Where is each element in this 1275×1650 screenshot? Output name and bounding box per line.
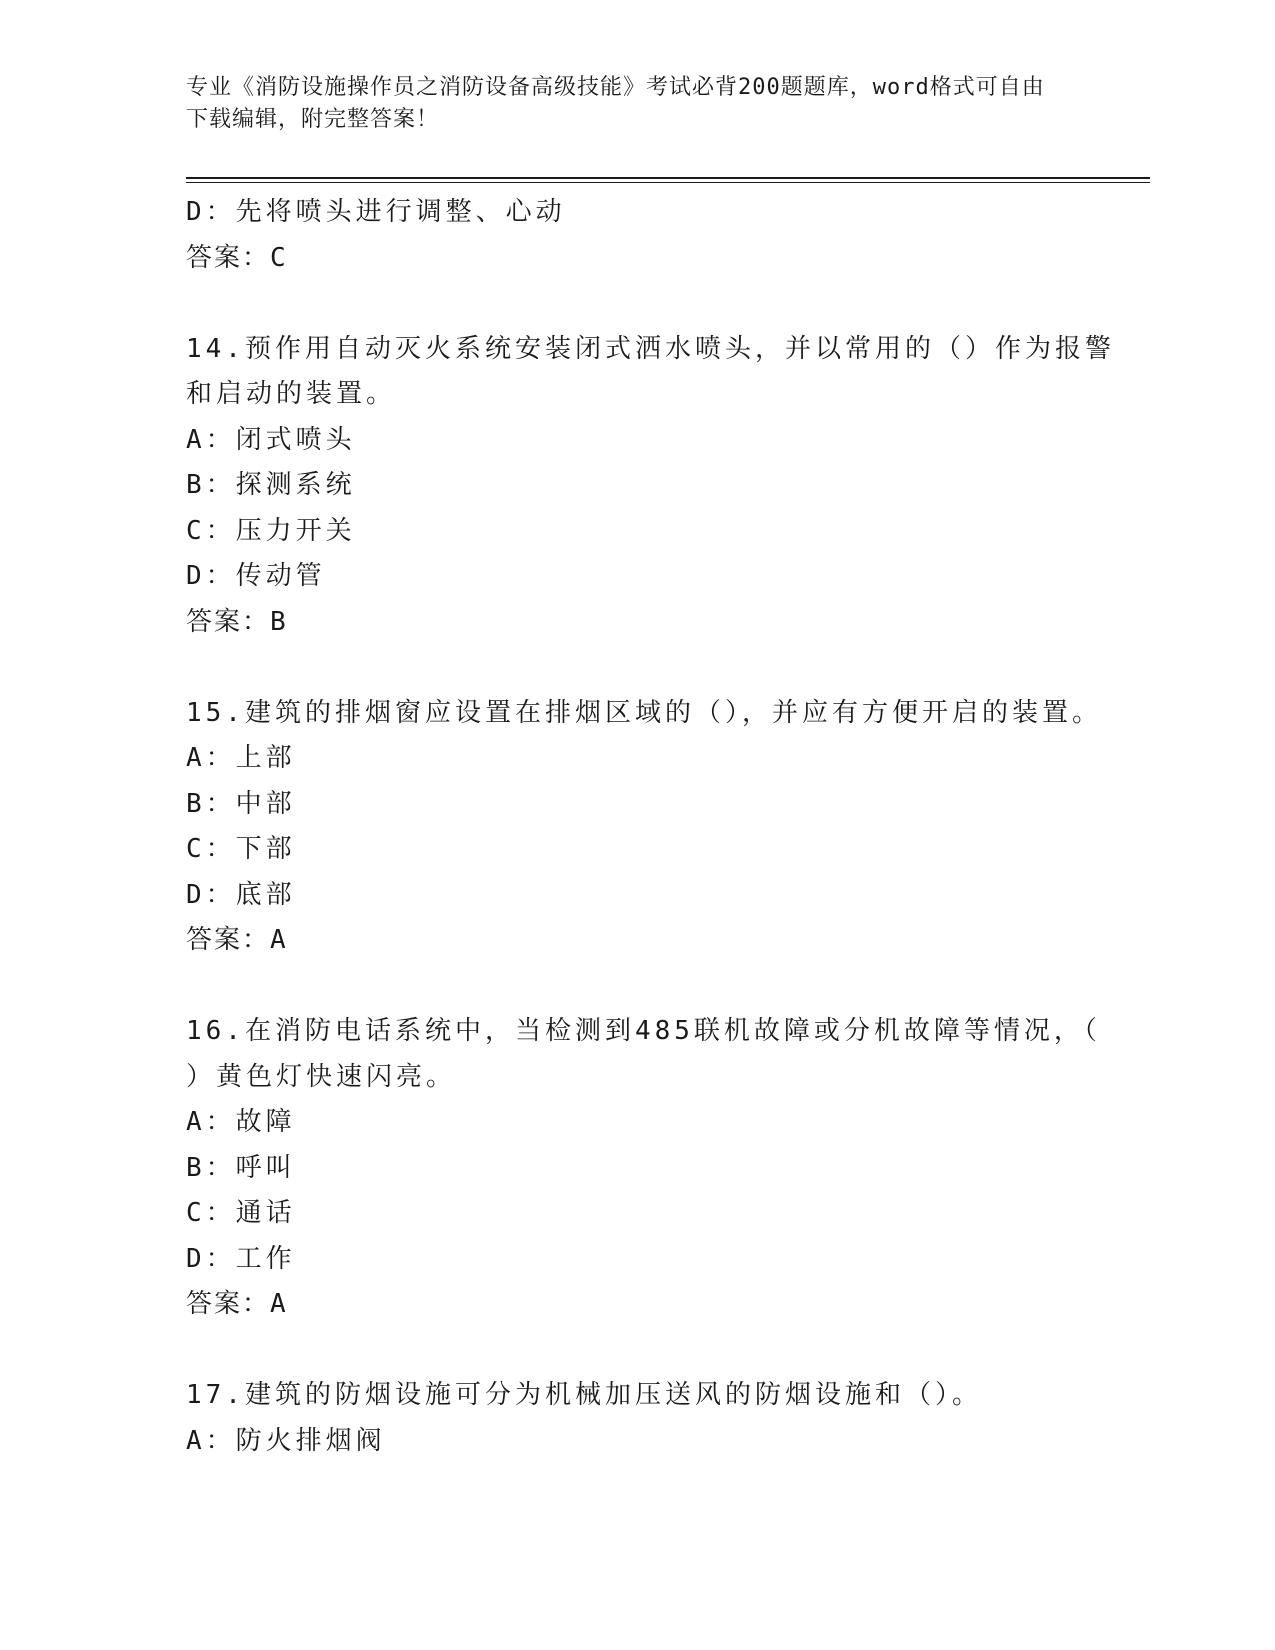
question-stem: 14.预作用自动灭火系统安装闭式洒水喷头，并以常用的（）作为报警 [186,333,1115,364]
question-stem-cont: ）黄色灯快速闪亮。 [186,1061,457,1092]
option-a: A：防火排烟阀 [186,1425,386,1456]
question-16 [186,1009,1101,1328]
option-b: B：中部 [186,788,296,819]
answer-line: 答案：B [186,606,288,637]
document-header: 专业《消防设施操作员之消防设备高级技能》考试必背200题题库，word格式可自由下载编辑，附完整答案！ [186,75,1045,132]
option-b: B：探测系统 [186,470,356,500]
header-rule-thin [186,182,1150,183]
option-d: D：底部 [186,879,296,910]
spacer [186,281,1086,327]
option-c: C：通话 [186,1198,296,1228]
question-15 [186,691,1102,964]
question-stem-cont: 和启动的装置。 [186,379,397,409]
spacer [186,1328,1086,1374]
question-content [186,190,1115,1464]
option-a: A：闭式喷头 [186,424,356,455]
option-a: A：故障 [186,1107,296,1137]
question-stem: 16.在消防电话系统中，当检测到485联机故障或分机故障等情况，（ [186,1016,1101,1046]
spacer [186,964,1086,1010]
question-14 [186,327,1115,646]
answer-line: 答案：A [186,925,288,955]
option-a: A：上部 [186,743,296,773]
option-c: C：下部 [186,834,296,864]
option-d: D：传动管 [186,561,326,591]
answer-line: 答案：A [186,1289,288,1319]
option-c: C：压力开关 [186,515,356,546]
spacer [186,645,1086,691]
question-stem: 17.建筑的防烟设施可分为机械加压送风的防烟设施和（）。 [186,1380,982,1410]
question-stem: 15.建筑的排烟窗应设置在排烟区域的（），并应有方便开启的装置。 [186,697,1102,728]
option-d: D：工作 [186,1243,296,1274]
answer-line: 答案：C [186,242,288,273]
option-b: B：呼叫 [186,1152,296,1183]
question-17 [186,1373,1086,1464]
option-d: D：先将喷头进行调整、心动 [186,197,566,227]
header-rule-thick [186,177,1150,179]
